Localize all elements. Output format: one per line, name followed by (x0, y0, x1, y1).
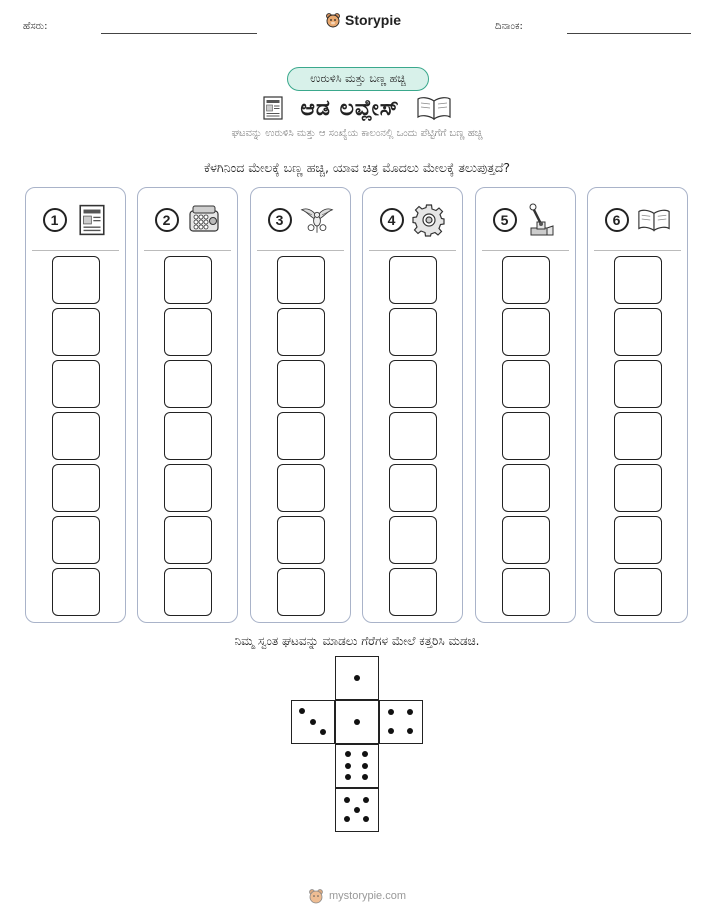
color-box[interactable] (277, 308, 325, 356)
column-header (138, 198, 237, 242)
column-1 (25, 187, 126, 623)
die-pip (344, 816, 350, 822)
die-pip (310, 719, 316, 725)
color-box[interactable] (52, 256, 100, 304)
column-2 (137, 187, 238, 623)
footer (0, 888, 714, 904)
color-box[interactable] (52, 360, 100, 408)
die-instruction: ನಿಮ್ಮ ಸ್ವಂತ ಘಟವನ್ನು ಮಾಡಲು ಗೆರೆಗಳ ಮೇಲೆ ಕತ್ತರಿಸಿ ಮಡಚಿ. (234, 634, 480, 648)
color-box[interactable] (614, 568, 662, 616)
activity-tag: ಉರುಳಿಸಿ ಮತ್ತು ಬಣ್ಣ ಹಚ್ಚಿ (287, 67, 429, 91)
color-box[interactable] (52, 308, 100, 356)
color-box[interactable] (389, 568, 437, 616)
die-pip (407, 728, 413, 734)
color-box[interactable] (52, 516, 100, 564)
color-box[interactable] (164, 360, 212, 408)
color-box[interactable] (52, 412, 100, 460)
mechanical-bird-icon (300, 203, 334, 237)
column-divider (482, 250, 569, 251)
color-box[interactable] (277, 412, 325, 460)
column-header (588, 198, 687, 242)
footer-url: mystorypie.com (328, 890, 407, 902)
die-face-6 (335, 744, 379, 788)
column-header (476, 198, 575, 242)
column-divider (369, 250, 456, 251)
color-box[interactable] (389, 516, 437, 564)
color-box[interactable] (389, 464, 437, 512)
name-label: ಹೆಸರು: (23, 21, 48, 32)
column-divider (32, 250, 119, 251)
die-pip (345, 751, 351, 757)
die-pip (363, 816, 369, 822)
column-number: 6 (605, 208, 629, 232)
color-box[interactable] (164, 464, 212, 512)
die-pip (388, 728, 394, 734)
column-number: 3 (268, 208, 292, 232)
color-box[interactable] (502, 412, 550, 460)
die-pip (354, 675, 360, 681)
die-pip (320, 729, 326, 735)
color-box[interactable] (277, 360, 325, 408)
book-icon (637, 203, 671, 237)
color-box[interactable] (164, 256, 212, 304)
column-number: 2 (155, 208, 179, 232)
newspaper-icon (75, 203, 109, 237)
instructions-text: ಘಟವನ್ನು ಉರುಳಿಸಿ ಮತ್ತು ಆ ಸಂಖ್ಯೆಯ ಕಾಲಂನಲ್ಲಿ ಒಂದು ಪೆಟ್ಟಿಗೆಗೆ ಬಣ್ಣ ಹಚ್ಚಿ (231, 128, 483, 139)
bear-mascot-icon (325, 12, 341, 28)
column-header (251, 198, 350, 242)
color-box[interactable] (52, 464, 100, 512)
color-box[interactable] (164, 568, 212, 616)
color-box[interactable] (277, 568, 325, 616)
die-pip (362, 763, 368, 769)
die-face-3 (291, 700, 335, 744)
column-number: 5 (493, 208, 517, 232)
color-box[interactable] (277, 256, 325, 304)
die-pip (354, 719, 360, 725)
die-pip (345, 763, 351, 769)
name-field[interactable] (101, 33, 257, 34)
column-number: 1 (43, 208, 67, 232)
column-5 (475, 187, 576, 623)
column-number: 4 (380, 208, 404, 232)
color-box[interactable] (502, 568, 550, 616)
die-face-1 (335, 700, 379, 744)
color-box[interactable] (164, 412, 212, 460)
color-box[interactable] (614, 360, 662, 408)
die-face-4 (379, 700, 423, 744)
book-icon (416, 95, 452, 121)
color-box[interactable] (614, 464, 662, 512)
column-divider (144, 250, 231, 251)
color-box[interactable] (614, 516, 662, 564)
column-4 (362, 187, 463, 623)
computing-machine-icon (187, 203, 221, 237)
column-header (26, 198, 125, 242)
brand-logo (325, 12, 401, 28)
page-title: ಆಡ ಲವ್ಲೇಸ್ (300, 95, 400, 121)
title-row (0, 93, 714, 123)
color-box[interactable] (502, 256, 550, 304)
die-pip (362, 774, 368, 780)
color-box[interactable] (52, 568, 100, 616)
date-label: ದಿನಾಂಕ: (495, 21, 523, 32)
column-divider (257, 250, 344, 251)
color-box[interactable] (389, 308, 437, 356)
color-box[interactable] (614, 256, 662, 304)
color-box[interactable] (277, 516, 325, 564)
brand-name: Storypie (345, 12, 402, 28)
die-face-1 (335, 656, 379, 700)
column-3 (250, 187, 351, 623)
question-text: ಕೆಳಗಿನಿಂದ ಮೇಲಕ್ಕೆ ಬಣ್ಣ ಹಚ್ಚಿ, ಯಾವ ಚಿತ್ರ ಮೊದಲು ಮೇಲಕ್ಕೆ ತಲುಪುತ್ತದೆ? (203, 160, 511, 175)
color-box[interactable] (614, 308, 662, 356)
color-box[interactable] (502, 308, 550, 356)
color-box[interactable] (389, 412, 437, 460)
color-box[interactable] (277, 464, 325, 512)
date-field[interactable] (567, 33, 691, 34)
color-box[interactable] (389, 256, 437, 304)
gear-icon (412, 203, 446, 237)
color-box[interactable] (164, 516, 212, 564)
die-pip (345, 774, 351, 780)
die-pip (354, 807, 360, 813)
die-pip (363, 797, 369, 803)
die-pip (344, 797, 350, 803)
color-box[interactable] (502, 516, 550, 564)
color-box[interactable] (389, 360, 437, 408)
die-pip (299, 708, 305, 714)
bear-mascot-icon (308, 888, 324, 904)
color-box[interactable] (164, 308, 212, 356)
die-pip (362, 751, 368, 757)
die-pip (388, 709, 394, 715)
die-pip (407, 709, 413, 715)
die-face-5 (335, 788, 379, 832)
column-divider (594, 250, 681, 251)
color-box[interactable] (614, 412, 662, 460)
column-header (363, 198, 462, 242)
color-box[interactable] (502, 360, 550, 408)
column-6 (587, 187, 688, 623)
color-box[interactable] (502, 464, 550, 512)
newspaper-icon (262, 95, 284, 121)
lever-icon (525, 203, 559, 237)
